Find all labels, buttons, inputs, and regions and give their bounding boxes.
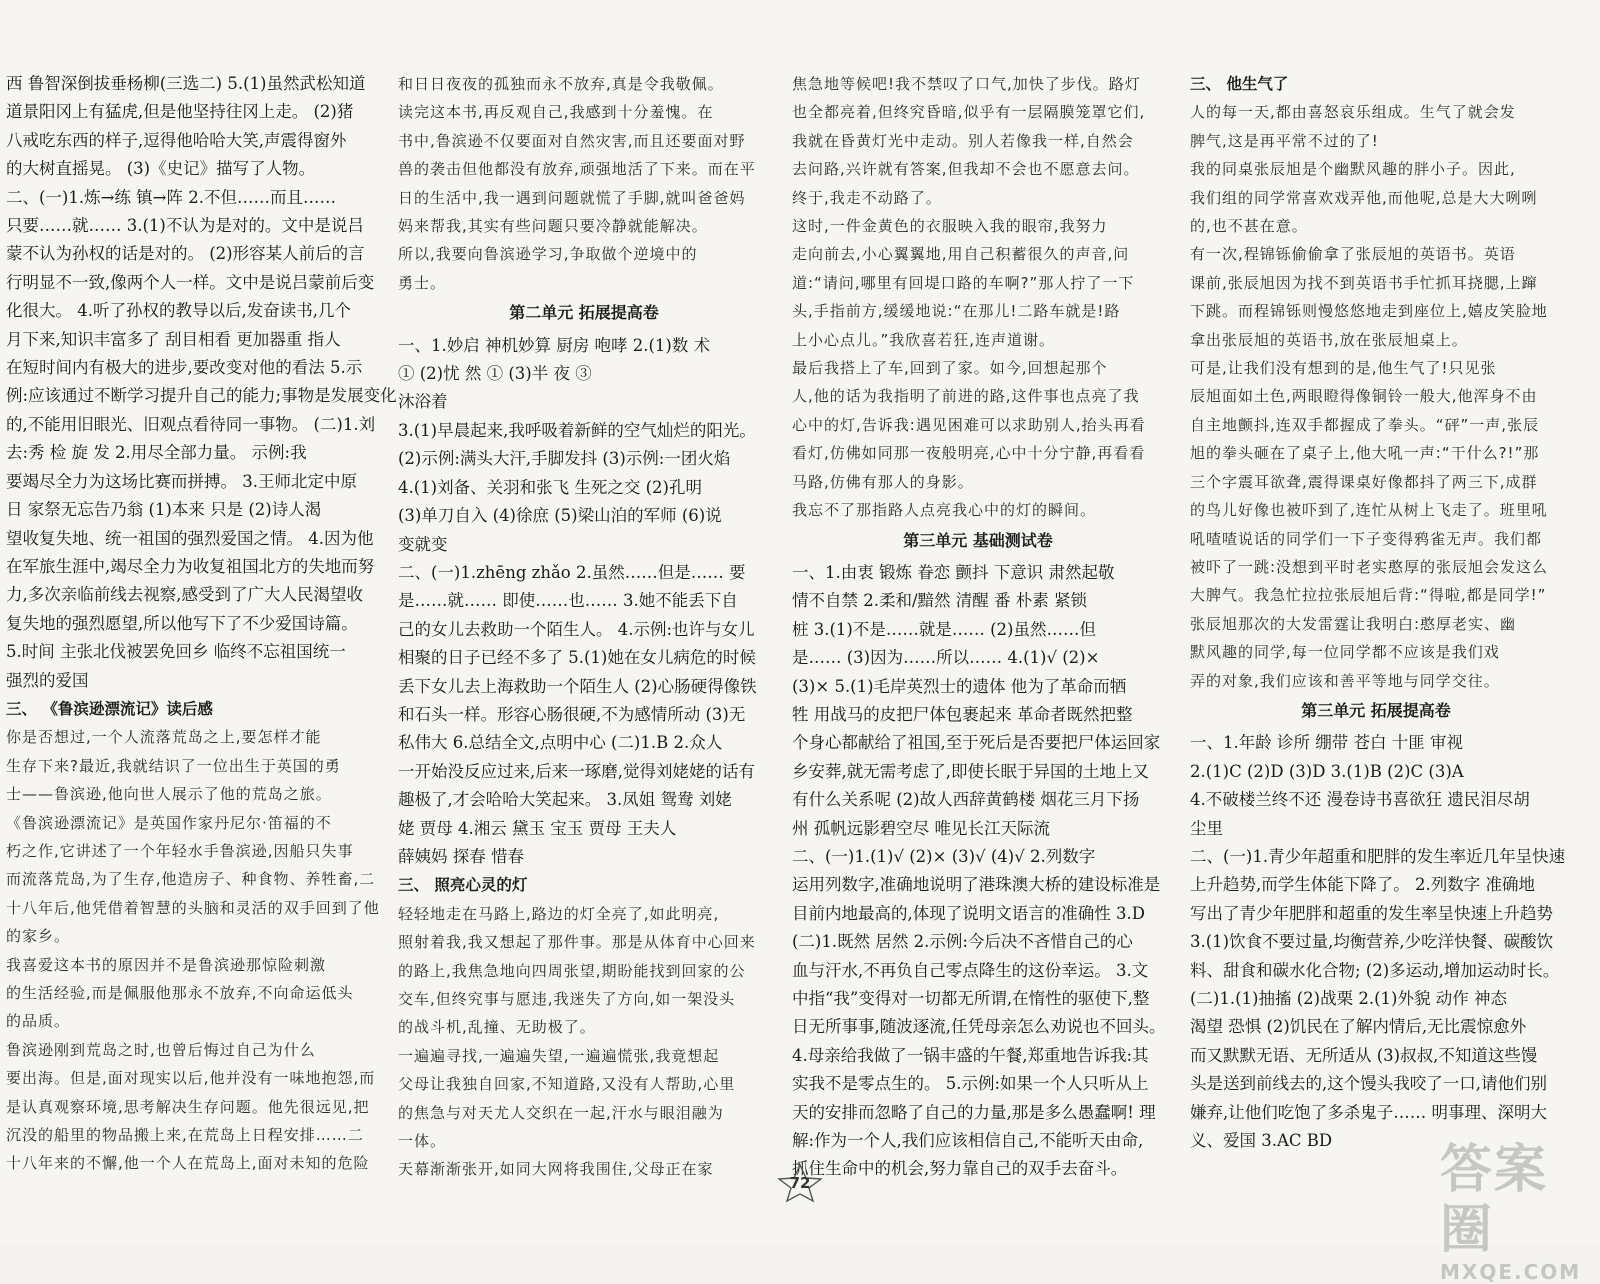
- text-line: 父母让我独自回家,不知道路,又没有人帮助,心里: [398, 1075, 736, 1094]
- text-line: 我就在昏黄灯光中走动。别人若像我一样,自然会: [792, 131, 1134, 150]
- text-line: 可是,让我们没有想到的是,他生气了!只见张: [1190, 359, 1497, 378]
- text-line: 4.不破楼兰终不还 漫卷诗书喜欲狂 遗民泪尽胡: [1190, 790, 1530, 810]
- text-line: 人的每一天,都由喜怒哀乐组成。生气了就会发: [1190, 103, 1516, 122]
- text-line: 勇士。: [398, 273, 447, 292]
- text-line: 姥 贾母 4.湘云 黛玉 宝玉 贾母 王夫人: [398, 818, 677, 838]
- text-line: 我们组的同学常喜欢戏弄他,而他呢,总是大大咧咧: [1190, 188, 1538, 207]
- text-line: 的战斗机,乱撞、无助极了。: [398, 1018, 596, 1037]
- text-line: 《鲁滨逊漂流记》是英国作家丹尼尔·笛福的不: [6, 813, 332, 832]
- text-line: 焦急地等候吧!我不禁叹了口气,加快了步伐。路灯: [792, 75, 1141, 93]
- text-line: 牲 用战马的皮把尸体包裹起来 革命者既然把整: [792, 704, 1133, 724]
- text-line: (二)1.既然 居然 2.示例:今后决不吝惜自己的心: [792, 932, 1133, 952]
- text-line: 尘里: [1190, 818, 1223, 838]
- text-line: 二、(一)1.炼→练 镇→阵 2.不但……而且……: [6, 187, 336, 207]
- text-line: 蒙不认为孙权的话是对的。 (2)形容某人前后的言: [6, 244, 365, 264]
- text-line: 道:“请问,哪里有回堤口路的车啊?”那人拧了一下: [792, 273, 1135, 292]
- text-line: 拿出张辰旭的英语书,放在张辰旭桌上。: [1190, 330, 1468, 349]
- text-line: 一开始没反应过来,后来一琢磨,觉得刘姥姥的话有: [398, 761, 755, 781]
- text-line: 趣极了,才会哈哈大笑起来。 3.凤姐 鸳鸯 刘姥: [398, 790, 732, 810]
- text-line: 的,不能用旧眼光、旧观点看待同一事物。 (二)1.刘: [6, 414, 376, 434]
- text-line: 所以,我要向鲁滨逊学习,争取做个逆境中的: [398, 245, 698, 264]
- text-line: 弄的对象,我们应该和善平等地与同学交往。: [1190, 671, 1500, 690]
- text-line: 生存下来?最近,我就结识了一位出生于英国的勇: [6, 756, 341, 775]
- text-line: 这时,一件金黄色的衣服映入我的眼帘,我努力: [792, 217, 1108, 236]
- text-line: 沐浴着: [398, 392, 448, 412]
- text-line: 复失地的强烈愿望,所以他写下了不少爱国诗篇。: [6, 613, 358, 633]
- column-4: [1190, 70, 1566, 1160]
- essay-title: 三、 《鲁滨逊漂流记》读后感: [6, 699, 213, 718]
- text-line: 一、1.年龄 诊所 绷带 苍白 十匪 审视: [1190, 733, 1463, 753]
- text-line: 照射着我,我又想起了那件事。那是从体育中心回来: [398, 933, 756, 952]
- text-line: 去:秀 检 旋 发 2.用尽全部力量。 示例:我: [6, 443, 307, 463]
- text-line: 妈来帮我,其实有些问题只要冷静就能解决。: [398, 217, 708, 236]
- section-heading: 第三单元 拓展提高卷: [1301, 700, 1451, 720]
- text-line: 头,手指前方,缓缓地说:“在那儿!二路车就是!路: [792, 302, 1121, 321]
- text-line: 我的同桌张辰旭是个幽默风趣的胖小子。因此,: [1190, 160, 1516, 179]
- text-line: (二)1.(1)抽搐 (2)战栗 2.(1)外貌 动作 神态: [1190, 989, 1507, 1008]
- text-line: 一体。: [398, 1132, 447, 1151]
- text-line: 默风趣的同学,每一位同学都不应该是我们戏: [1190, 643, 1500, 662]
- text-line: 的路上,我焦急地向四周张望,期盼能找到回家的公: [398, 961, 746, 980]
- text-line: 的焦急与对天尤人交织在一起,汗水与眼泪融为: [398, 1103, 724, 1122]
- text-line: 沉没的船里的物品搬上来,在荒岛上日程安排……二: [6, 1126, 364, 1145]
- text-line: 强烈的爱国: [6, 670, 89, 690]
- text-line: 课前,张辰旭因为找不到英语书手忙抓耳挠腮,上蹿: [1190, 273, 1538, 292]
- text-line: 2.(1)C (2)D (3)D 3.(1)B (2)C (3)A: [1190, 761, 1464, 781]
- text-line: 士——鲁滨逊,他向世人展示了他的荒岛之旅。: [6, 785, 332, 804]
- text-line: 我喜爱这本书的原因并不是鲁滨逊那惊险刺激: [6, 955, 327, 974]
- text-line: 鲁滨逊刚到荒岛之时,也曾后悔过自己为什么: [6, 1040, 316, 1059]
- text-line: 心中的灯,告诉我:遇见困难可以求助别人,抬头再看: [792, 415, 1146, 434]
- text-line: 的鸟儿好像也被吓到了,连忙从树上飞走了。班里吼: [1190, 501, 1548, 520]
- text-line: 上小心点儿。”我欣喜若狂,连声道谢。: [792, 330, 1056, 349]
- column-2: [398, 70, 770, 1179]
- text-line: 丢下女儿去上海救助一个陌生人 (2)心肠硬得像铁: [398, 676, 757, 696]
- text-line: 己的女儿去救助一个陌生人。 4.示例:也许与女儿: [398, 619, 755, 639]
- text-line: 头是送到前线去的,这个馒头我咬了一口,请他们别: [1190, 1074, 1547, 1094]
- text-line: 终于,我走不动路了。: [792, 188, 942, 207]
- text-line: 二、(一)1.zhēng zhǎo 2.虽然……但是…… 要: [398, 562, 746, 582]
- text-line: 运用列数字,准确地说明了港珠澳大桥的建设标准是: [792, 875, 1161, 895]
- text-line: 3.(1)饮食不要过量,均衡营养,少吃洋快餐、碳酸饮: [1190, 932, 1554, 952]
- section-heading: 第三单元 基础测试卷: [903, 530, 1053, 550]
- text-line: 天的安排而忽略了自己的力量,那是多么愚蠢啊! 理: [792, 1102, 1156, 1122]
- text-line: 解:作为一个人,我们应该相信自己,不能听天由命,: [792, 1131, 1144, 1151]
- watermark-url: MXQE.COM: [1440, 1260, 1582, 1284]
- text-line: 料、甜食和碳水化合物; (2)多运动,增加运动时长。: [1190, 960, 1560, 980]
- text-line: 吼喳喳说话的同学们一下子变得鸦雀无声。我们都: [1190, 529, 1543, 548]
- text-line: 在短时间内有极大的进步,要改变对他的看法 5.示: [6, 358, 363, 378]
- watermark-logo: [1440, 1140, 1600, 1284]
- text-line: 而流落荒岛,为了生存,他造房子、种食物、养牲畜,二: [6, 870, 376, 889]
- text-line: 自主地颤抖,连双手都握成了拳头。“砰”一声,张辰: [1190, 415, 1540, 434]
- text-line: 写出了青少年肥胖和超重的发生率呈快速上升趋势: [1190, 903, 1553, 923]
- text-line: 州 孤帆远影碧空尽 唯见长江天际流: [792, 818, 1050, 838]
- text-line: 旭的拳头砸在了桌子上,他大吼一声:“干什么?!”那: [1190, 444, 1540, 463]
- text-line: 十八年后,他凭借着智慧的头脑和灵活的双手回到了他: [6, 898, 380, 917]
- text-line: 桩 3.(1)不是……就是…… (2)虽然……但: [792, 619, 1096, 639]
- text-line: 行明显不一致,像两个人一样。文中是说吕蒙前后变: [6, 272, 375, 292]
- text-line: 是……就…… 即使……也…… 3.她不能丢下自: [398, 591, 738, 611]
- text-line: 嫌弃,让他们吃饱了多杀鬼子…… 明事理、深明大: [1190, 1102, 1547, 1122]
- text-line: 八戒吃东西的样子,逗得他哈哈大笑,声震得窗外: [6, 130, 347, 150]
- text-line: 情不自禁 2.柔和/黯然 清醒 番 朴素 紧锁: [792, 591, 1088, 611]
- text-line: 也全都亮着,但终究昏暗,似乎有一层隔膜笼罩它们,: [792, 103, 1146, 122]
- text-line: 力,多次亲临前线去视察,感受到了广大人民渴望收: [6, 585, 363, 605]
- text-line: 上升趋势,而学生体能下降了。 2.列数字 准确地: [1190, 875, 1535, 895]
- text-line: 轻轻地走在马路上,路边的灯全亮了,如此明亮,: [398, 904, 720, 923]
- text-line: 日的生活中,我一遇到问题就慌了手脚,就叫爸爸妈: [398, 188, 746, 207]
- text-line: 张辰旭那次的大发雷霆让我明白:憨厚老实、幽: [1190, 614, 1517, 633]
- text-line: 中指“我”变得对一切都无所谓,在惰性的驱使下,整: [792, 989, 1150, 1008]
- text-line: 西 鲁智深倒拔垂杨柳(三选二) 5.(1)虽然武松知道: [6, 74, 366, 93]
- text-line: 望收复失地、统一祖国的强烈爱国之情。 4.因为他: [6, 528, 374, 548]
- text-line: 要出海。但是,面对现实以后,他并没有一味地抱怨,而: [6, 1069, 376, 1088]
- text-line: 辰旭面如土色,两眼瞪得像铜铃一般大,他浑身不由: [1190, 387, 1538, 406]
- text-line: 4.母亲给我做了一锅丰盛的午餐,郑重地告诉我:其: [792, 1045, 1149, 1065]
- text-line: 十八年来的不懈,他一个人在荒岛上,面对未知的危险: [6, 1154, 370, 1173]
- text-line: 的大树直摇晃。 (3)《史记》描写了人物。: [6, 159, 316, 179]
- text-line: 兽的袭击但他都没有放弃,顽强地活了下来。而在平: [398, 160, 756, 179]
- text-line: 只要……就…… 3.(1)不认为是对的。文中是说吕: [6, 216, 364, 236]
- text-line: (3)× 5.(1)毛岸英烈士的遗体 他为了革命而牺: [792, 676, 1127, 696]
- text-line: 我忘不了那指路人点亮我心中的灯的瞬间。: [792, 501, 1097, 520]
- text-line: 人,他的话为我指明了前进的路,这件事也点亮了我: [792, 387, 1140, 406]
- text-line: 个身心都献给了祖国,至于死后是否要把尸体运回家: [792, 733, 1161, 753]
- text-line: (2)示例:满头大汗,手脚发抖 (3)示例:一团火焰: [398, 449, 731, 469]
- text-line: 抓住生命中的机会,努力靠自己的双手去奋斗。: [792, 1159, 1128, 1179]
- watermark-text: 答案圈: [1440, 1140, 1549, 1260]
- text-line: 目前内地最高的,体现了说明文语言的准确性 3.D: [792, 903, 1145, 923]
- column-1: [6, 70, 397, 1173]
- text-line: 血与汗水,不再负自己零点降生的这份幸运。 3.文: [792, 960, 1149, 980]
- text-line: 和日日夜夜的孤独而永不放弃,真是令我敬佩。: [398, 75, 724, 93]
- text-line: 道景阳冈上有猛虎,但是他坚持往冈上走。 (2)猪: [6, 102, 354, 122]
- text-line: 是…… (3)因为……所以…… 4.(1)√ (2)×: [792, 648, 1100, 668]
- text-line: 的生活经验,而是佩服他那永不放弃,不向命运低头: [6, 984, 354, 1002]
- text-line: 义、爱国 3.AC BD: [1190, 1131, 1333, 1151]
- text-line: 私伟大 6.总结全文,点明中心 (二)1.B 2.众人: [398, 733, 723, 753]
- text-line: (3)单刀自入 (4)徐庶 (5)梁山泊的军师 (6)说: [398, 506, 722, 526]
- text-line: 要竭尽全力为这场比赛而拼搏。 3.王师北定中原: [6, 471, 357, 491]
- text-line: 的家乡。: [6, 927, 71, 946]
- text-line: 一、1.由衷 锻炼 眷恋 颤抖 下意识 肃然起敬: [792, 562, 1115, 582]
- text-line: 被吓了一跳:没想到平时老实憨厚的张辰旭会发这么: [1190, 557, 1549, 576]
- text-line: 日 家祭无忘告乃翁 (1)本来 只是 (2)诗人渴: [6, 500, 322, 520]
- text-line: 例:应该通过不断学习提升自己的能力;事物是发展变化: [6, 386, 397, 406]
- text-line: 在军旅生涯中,竭尽全力为收复祖国北方的失地而努: [6, 556, 375, 576]
- section-heading: 第二单元 拓展提高卷: [509, 303, 659, 323]
- text-line: 相聚的日子已经不多了 5.(1)她在女儿病危的时候: [398, 648, 756, 668]
- text-line: 实我不是零点生的。 5.示例:如果一个人只听从上: [792, 1074, 1149, 1094]
- text-line: 而又默默无语、无所适从 (3)叔叔,不知道这些馒: [1190, 1045, 1538, 1065]
- text-line: 读完这本书,再反观自己,我感到十分羞愧。在: [398, 103, 714, 122]
- text-line: 的品质。: [6, 1012, 71, 1031]
- text-line: 有什么关系呢 (2)故人西辞黄鹤楼 烟花三月下扬: [792, 790, 1140, 810]
- text-line: 脾气,这是再平常不过的了!: [1190, 131, 1379, 150]
- text-line: 一遍遍寻找,一遍遍失望,一遍遍慌张,我竟想起: [398, 1046, 720, 1065]
- text-line: 渴望 恐惧 (2)饥民在了解内情后,无比震惊愈外: [1190, 1017, 1527, 1037]
- text-line: 天幕渐渐张开,如同大网将我围住,父母正在家: [398, 1160, 714, 1179]
- text-line: 朽之作,它讲述了一个年轻水手鲁滨逊,因船只失事: [6, 841, 354, 860]
- text-line: 走向前去,小心翼翼地,用自己积蓄很久的声音,问: [792, 245, 1130, 264]
- text-line: 你是否想过,一个人流落荒岛之上,要怎样才能: [6, 728, 322, 747]
- text-line: 有一次,程锦铄偷偷拿了张辰旭的英语书。英语: [1190, 245, 1516, 264]
- text-line: 5.时间 主张北伐被罢免回乡 临终不忘祖国统一: [6, 642, 346, 662]
- text-line: 看灯,仿佛如同那一夜般明亮,心中十分宁静,再看看: [792, 444, 1146, 463]
- text-line: 日无所事事,随波逐流,任凭母亲怎么劝说也不回头。: [792, 1017, 1166, 1037]
- text-line: 化很大。 4.听了孙权的教导以后,发奋读书,几个: [6, 301, 351, 321]
- text-line: 月下来,知识丰富多了 刮目相看 更加器重 指人: [6, 329, 341, 349]
- text-line: 三个字震耳欲聋,震得课桌好像都抖了两三下,成群: [1190, 472, 1538, 491]
- text-line: 下跳。而程锦铄则慢悠悠地走到座位上,嬉皮笑脸地: [1190, 302, 1548, 321]
- text-line: 二、(一)1.青少年超重和肥胖的发生率近几年呈快速: [1190, 846, 1566, 866]
- text-line: 3.(1)早晨起来,我呼吸着新鲜的空气灿烂的阳光。: [398, 420, 756, 440]
- text-line: 乡安葬,就无需考虑了,即使长眠于异国的土地上又: [792, 761, 1149, 781]
- page-number: 72: [789, 1174, 811, 1192]
- text-line: 一、1.妙启 神机妙算 厨房 咆哮 2.(1)数 术: [398, 335, 711, 355]
- page-number-badge: [776, 1163, 824, 1203]
- text-line: 最后我搭上了车,回到了家。如今,回想起那个: [792, 359, 1108, 378]
- text-line: 大脾气。我急忙拉拉张辰旭后背:“得啦,都是同学!”: [1190, 586, 1547, 605]
- text-line: 交车,但终究事与愿违,我迷失了方向,如一架没头: [398, 990, 736, 1008]
- text-line: 去问路,兴许就有答案,但我却不会也不愿意去问。: [792, 160, 1140, 179]
- text-line: 二、(一)1.(1)√ (2)× (3)√ (4)√ 2.列数字: [792, 846, 1096, 866]
- text-line: 马路,仿佛有那人的身影。: [792, 472, 974, 491]
- text-line: 4.(1)刘备、关羽和张飞 生死之交 (2)孔明: [398, 477, 702, 497]
- essay-title: 三、 他生气了: [1190, 75, 1289, 93]
- column-3: [792, 70, 1166, 1179]
- essay-title: 三、 照亮心灵的灯: [398, 876, 528, 895]
- text-line: ① (2)忧 然 ① (3)半 夜 ③: [398, 364, 592, 384]
- text-line: 和石头一样。形容心肠很硬,不为感情所动 (3)无: [398, 704, 746, 724]
- text-line: 薛姨妈 探春 惜春: [398, 846, 524, 866]
- text-line: 书中,鲁滨逊不仅要面对自然灾害,而且还要面对野: [398, 131, 746, 150]
- text-line: 变就变: [398, 534, 448, 554]
- text-line: 的,也不甚在意。: [1190, 217, 1308, 236]
- text-line: 是认真观察环境,思考解决生存问题。他先很远见,把: [6, 1097, 370, 1116]
